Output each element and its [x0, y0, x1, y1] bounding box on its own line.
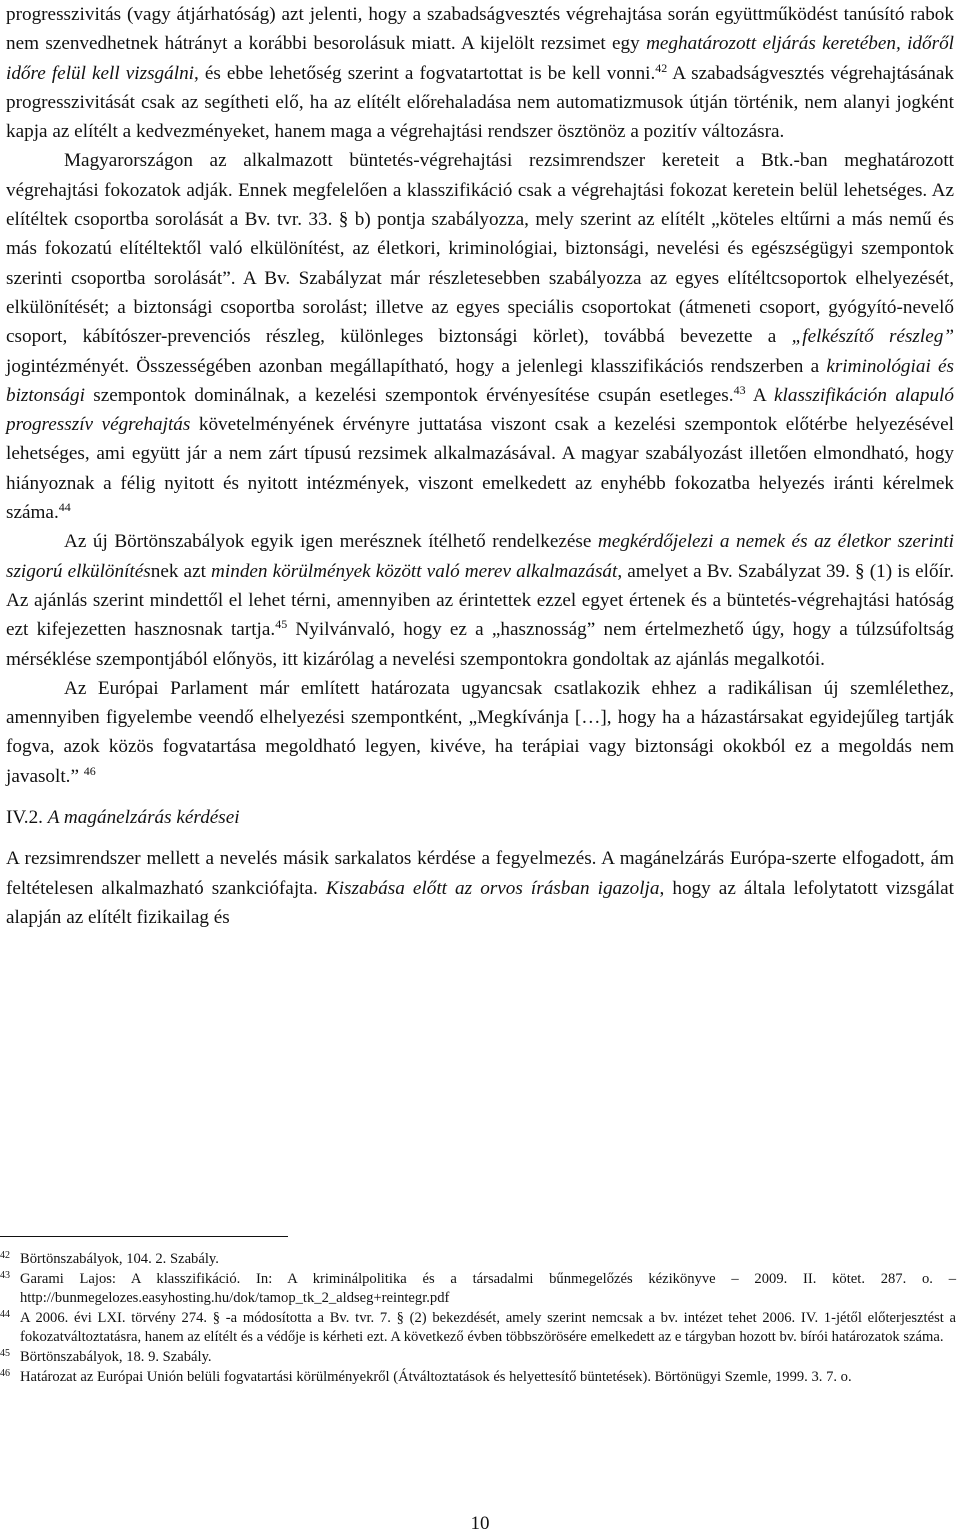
section-heading [6, 803, 954, 832]
paragraph-text: , amelyet a Bv. Szabályzat 39. § (1) is előír. Az ajánlás szerint mindettől el lehet térni, amennyiben az érintettek ezzel egyet értenek és a büntetés-végrehajtási hatóság ezt kifejezetten hasznosnak tartja. [6, 560, 954, 641]
paragraph-5 [6, 844, 954, 932]
paragraph-text: Nyilvánvaló, hogy ez a „hasznosság” nem értelmezhető úgy, hogy a túlzsúfoltság mérséklése szempontjából előnyös, itt kizárólag a nevelési szempontokra gondoltak az ajánlás megalkotói. [6, 619, 954, 670]
paragraph-text: követelményének érvényre juttatása viszont csak a kezelési szempontok előtérbe helyezésével lehetséges, ami együtt jár a nem zárt típusú rezsimek alkalmazásával. A magyar szabályozást illetően elmondható, hogy hiányoznak a félig nyitott és nyitott intézmények, viszont emelkedett az enyhébb fokozatba helyezés iránti kérelmek száma. [6, 414, 954, 524]
footnote-ref[interactable]: 42 [655, 60, 668, 75]
paragraph-text: , hogy az általa lefolytatott vizsgálat alapján az elítélt fizikailag és [6, 877, 954, 928]
footnote-ref[interactable]: 43 [733, 382, 746, 397]
footnote-text: Határozat az Európai Unión belüli fogvatartási körülményekről (Átváltoztatások és helyettesítő büntetések). Börtönügyi Szemle, 1999. 3. 7. o. [20, 1368, 852, 1385]
italic-emphasis: minden körülmények között való merev alkalmazását [211, 560, 618, 582]
section-title: A magánelzárás kérdései [47, 807, 240, 829]
paragraph-text: , és ebbe lehetőség szerint a fogvatartottat is be kell vonni. [194, 62, 656, 84]
italic-emphasis: Kiszabása előtt az orvos írásban igazolja [325, 877, 660, 899]
paragraph-text: progresszivitás (vagy átjárhatóság) azt jelenti, hogy a szabadságvesztés végrehajtása során együttműködést tanúsító rabok nem szenvedhetnek hátrányt a korábbi besorolásuk miatt. A kijelölt rezsimet egy [6, 4, 954, 55]
paragraph-text: A rezsimrendszer mellett a nevelés másik sarkalatos kérdése a fegyelmezés. A magánelzárás Európa-szerte elfogadott, ám feltételesen alkalmazható szankciófajta. [6, 848, 954, 899]
italic-emphasis: meghatározott eljárás keretében, időről időre felül kell vizsgálni [6, 33, 955, 84]
italic-emphasis: kriminológiai és biztonsági [6, 355, 954, 406]
italic-emphasis: megkérdőjelezi a nemek és az életkor szerinti szigorú elkülönítés [6, 531, 954, 582]
paragraph-1 [6, 0, 954, 146]
footnote-text: Garami Lajos: A klasszifikáció. In: A kriminálpolitika és a társadalmi bűnmegelőzés kézikönyve – 2009. II. kötet. 287. o. – http://bunmegelozes.easyhosting.hu/dok/tamop_tk_2_aldseg+reintegr.pdf [20, 1270, 956, 1307]
footnote-separator [0, 1236, 288, 1237]
italic-emphasis: „felkészítő részleg” [791, 326, 954, 348]
paragraph-2 [6, 146, 954, 527]
section-number: IV.2. [6, 807, 48, 829]
footnote-44: $^{44}$ A 2006. évi LXI. törvény 274. § -a módosította a Bv. tvr. 7. § (2) bekezdését, amely szerint nemcsak a bv. intézet tehet 2006. IV. 1-jétől előterjesztést a fokozatváltoztatásra, hanem az elítélt és a védője is kérheti ezt. A következő évben többszörösére emelkedett az e tárgyban hozott bv. bírói határozatok száma. [0, 1308, 956, 1346]
footnote-ref[interactable]: 46 [83, 763, 96, 778]
paragraph-text: jogintézményét. Összességében azonban megállapítható, hogy a jelenlegi klasszifikációs rendszerben a [6, 355, 827, 377]
footnote-ref[interactable]: 45 [275, 617, 288, 632]
page-number: 10 [470, 1513, 490, 1534]
paragraph-text: szempontok dominálnak, a kezelési szempontok érvényesítése csupán esetleges. [84, 384, 734, 406]
footnote-text: A 2006. évi LXI. törvény 274. § -a módosította a Bv. tvr. 7. § (2) bekezdését, amely szerint nemcsak a bv. intézet tehet 2006. IV. 1-jétől előterjesztést a fokozatváltoztatásra, hanem az elítélt és a védője is kérheti ezt. A következő évben többszörösére emelkedett az e tárgyban hozott bv. bírói határozatok száma. [20, 1309, 956, 1346]
paragraph-text: A szabadságvesztés végrehajtásának progresszivitását csak az segítheti elő, ha az elítélt előrehaladása nem automatizmusok útján történik, nem alanyi jogként kapja az elítélt a kedvezményeket, hanem maga a végrehajtási rendszer ösztönöz a pozitív változásra. [6, 62, 954, 143]
footnote-ref[interactable]: 44 [58, 500, 71, 515]
body-text [6, 0, 954, 932]
paragraph-text: Az új Börtönszabályok egyik igen merésznek ítélhető rendelkezése [64, 531, 598, 553]
footnote-42: $^{42}$ Börtönszabályok, 104. 2. Szabály. [0, 1250, 219, 1267]
paragraph-text: nek azt [150, 560, 212, 582]
paragraph-text: Az Európai Parlament már említett határozata ugyancsak csatlakozik ehhez a radikálisan új szemlélethez, amennyiben figyelembe veendő elhelyezési szempontként, „Megkívánja […], hogy ha a házastársakat egyidejűleg tartják fogva, azok közös fogvatartása megoldható legyen, kivéve, ha terápiai vagy biztonsági okokból ez a megoldás nem javasolt.” [6, 677, 954, 787]
footnote-43: $^{43}$ Garami Lajos: A klasszifikáció. In: A kriminálpolitika és a társadalmi bűnmegelőzés kézikönyve – 2009. II. kötet. 287. o. – http://bunmegelozes.easyhosting.hu/dok/tamop_tk_2_aldseg+reintegr.pdf [0, 1269, 956, 1307]
footnotes [0, 1250, 956, 1387]
footnote-46: $^{46}$ Határozat az Európai Unión belüli fogvatartási körülményekről (Átváltoztatások és helyettesítő büntetések). Börtönügyi Szemle, 1999. 3. 7. o. [0, 1367, 852, 1385]
paragraph-4 [6, 674, 954, 791]
footnote-45: $^{45}$ Börtönszabályok, 18. 9. Szabály. [0, 1347, 212, 1365]
paragraph-3 [6, 527, 954, 673]
footnote-text: Börtönszabályok, 18. 9. Szabály. [20, 1348, 212, 1365]
paragraph-text: Magyarországon az alkalmazott büntetés-végrehajtási rezsimrendszer kereteit a Btk.-ban meghatározott végrehajtási fokozatok adják. Ennek megfelelően a klasszifikáció csak a végrehajtási fokozat keretein belül lehetséges. Az elítéltek csoportba sorolását a Bv. tvr. 33. § b) pontja szabályozza, mely szerint az elítélt „köteles eltűrni a más nemű és más fokozatú elítéltektől való elkülönítést, az életkori, kriminológiai, biztonsági, nevelési és egészségügyi szempontok szerinti csoportba sorolását”. A Bv. Szabályzat már részletesebben szabályozza az egyes elítéltcsoportok elhelyezését, elkülönítését; a biztonsági csoportba sorolást; illetve az egyes speciális csoportokat (átmeneti csoport, gyógyító-nevelő csoport, kábítószer-prevenciós részleg, különleges biztonsági körlet), továbbá bevezette a [6, 150, 954, 348]
paragraph-text: A [745, 384, 775, 406]
italic-emphasis: klasszifikáción alapuló progresszív végrehajtás [6, 384, 954, 436]
footnote-text: Börtönszabályok, 104. 2. Szabály. [20, 1251, 219, 1267]
